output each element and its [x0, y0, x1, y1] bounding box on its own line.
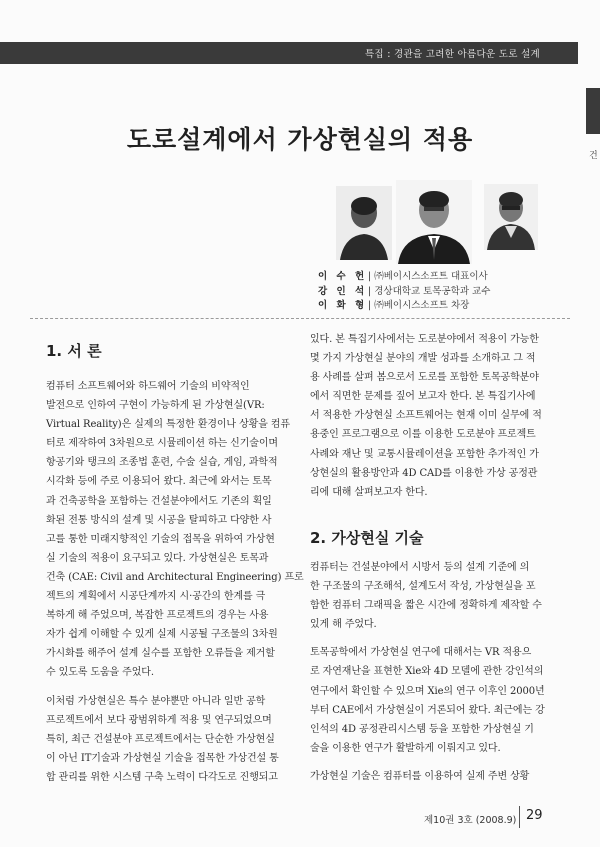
text-line: 시각화 등에 주로 이용되어 왔다. 최근에 와서는 토목	[46, 476, 272, 488]
author-name: 강 인 석	[318, 285, 368, 297]
text-line: 상현실의 활용방안과 4D CAD를 이용한 가상 공정관	[310, 467, 538, 479]
text-line: 함한 컴퓨터 그래픽을 짧은 시간에 정확하게 제작할 수	[310, 600, 542, 612]
text-line: 이처럼 가상현실은 특수 분야뿐만 아니라 일반 공학	[46, 695, 266, 707]
author-name: 이 화 형	[318, 300, 368, 311]
author-photo-1	[336, 186, 392, 260]
author-affiliation: | ㈜베이시스소프트 차장	[368, 300, 470, 311]
text-line: 용중인 프로그램으로 이를 이용한 도로분야 프로젝트	[310, 429, 536, 441]
text-line: 항공기와 탱크의 조종법 훈련, 수술 실습, 게임, 과학적	[46, 457, 278, 469]
header-divider	[30, 318, 570, 319]
author-portrait-icon	[484, 184, 538, 250]
text-line: 토목공학에서 가상현실 연구에 대해서는 VR 적용으	[310, 647, 532, 659]
text-line: 로 자연재난을 표현한 Xie와 4D 모델에 관한 강인석의	[310, 666, 544, 678]
article-title: 도로설계에서 가상현실의 적용	[126, 125, 474, 154]
section-heading-vr-technology: 2. 가상현실 기술	[310, 529, 424, 547]
author-entry	[318, 297, 578, 312]
text-line: 인석의 4D 공정관리시스템 등을 포함한 가상현실 기	[310, 723, 534, 735]
text-line: 발전으로 인하여 구현이 가능하게 된 가상현실(VR:	[46, 400, 265, 412]
footer-separator	[519, 806, 520, 828]
text-line: 가상현실 기술은 컴퓨터를 이용하여 실제 주변 상황	[310, 770, 530, 782]
author-photo-3	[484, 184, 538, 250]
left-column	[46, 377, 304, 796]
text-line: 있게 해 주었다.	[310, 619, 377, 631]
author-name: 이 수 헌	[318, 271, 368, 282]
section-heading-introduction: 1. 서 론	[46, 342, 102, 360]
text-line: 술을 이용한 연구가 활발하게 이뤄지고 있다.	[310, 742, 501, 754]
right-column-top	[310, 330, 564, 511]
text-line: 수 있도록 도움을 주었다.	[46, 667, 154, 679]
text-line: 젝트의 계획에서 시공단계까지 시·공간의 한계를 극	[46, 591, 266, 603]
text-line: 리에 대해 살펴보고자 한다.	[310, 486, 428, 498]
author-photo-2	[396, 180, 472, 264]
paragraph	[310, 643, 564, 758]
author-affiliation: | ㈜베이시스소프트 대표이사	[368, 271, 488, 282]
text-line: 합 관리를 위한 시스템 구축 노력이 다각도로 진행되고	[46, 771, 278, 783]
author-portrait-icon	[336, 186, 392, 260]
text-line: 있다. 본 특집기사에서는 도로분야에서 적용이 가능한	[310, 334, 539, 345]
text-line: 연구에서 확인할 수 있으며 Xie의 연구 이후인 2000년	[310, 685, 545, 697]
text-line: 자가 쉽게 이해할 수 있게 실제 시공될 구조물의 3차원	[46, 629, 278, 641]
paragraph	[310, 767, 564, 786]
text-line: 이 아닌 IT기술과 가상현실 기술을 접목한 가상건설 통	[46, 752, 279, 764]
text-line: 사례와 재난 및 교통시뮬레이션을 포함한 추가적인 가	[310, 448, 539, 460]
author-list	[318, 268, 578, 312]
running-header-title: 특집 : 경관을 고려한 아름다운 도로 설계	[364, 49, 540, 60]
text-line: 실 기술의 적용이 요구되고 있다. 가상현실은 토목과	[46, 552, 269, 564]
paragraph	[46, 377, 304, 683]
text-line: 용 사례를 살펴 봄으로서 도로를 포함한 토목공학분야	[310, 372, 539, 384]
text-line: 서 적용한 가상현실 소프트웨어는 현재 이미 실무에 적	[310, 410, 542, 422]
right-column-bottom	[310, 558, 564, 795]
paragraph	[46, 692, 300, 787]
text-line: 고를 통한 미래지향적인 기술의 접목을 위하여 가상현	[46, 533, 275, 545]
text-line: 에서 직면한 문제를 짚어 보고자 한다. 본 특집기사에	[310, 391, 536, 403]
text-line: 복하게 해 주었으며, 복잡한 프로젝트의 경우는 사용	[46, 610, 269, 622]
text-line: 건축 (CAE: Civil and Architectural Engineering) 프로	[46, 571, 304, 583]
text-line: 가시화를 해주어 설계 실수를 포함한 오류들을 제거할	[46, 648, 275, 660]
text-line: 프로젝트에서 보다 광범위하게 적용 및 연구되었으며	[46, 714, 272, 726]
text-line: 한 구조물의 구조해석, 설계도서 작성, 가상현실을 포	[310, 581, 536, 593]
text-line: 컴퓨터는 건설분야에서 시방서 등의 설계 기준에 의	[310, 562, 530, 573]
author-portrait-icon	[396, 180, 472, 264]
text-line: 부터 CAE에서 가상현실이 거론되어 왔다. 최근에는 강	[310, 704, 545, 716]
side-tab-glyph: 건	[589, 151, 598, 161]
paragraph	[310, 558, 564, 634]
author-entry	[318, 268, 578, 283]
footer-issue: 제10권 3호 (2008.9)	[424, 815, 517, 826]
text-line: Virtual Reality)은 실제의 특정한 환경이나 상황을 컴퓨	[46, 419, 290, 431]
author-affiliation: | 경상대학교 토목공학과 교수	[368, 285, 491, 297]
text-line: 화된 전통 방식의 설계 및 시공을 탈피하고 다양한 사	[46, 514, 272, 526]
text-line: 터로 제작하여 3차원으로 시뮬레이션 하는 신기술이며	[46, 438, 278, 450]
paragraph	[310, 330, 564, 502]
author-entry	[318, 283, 578, 298]
text-line: 컴퓨터 소프트웨어와 하드웨어 기술의 비약적인	[46, 381, 250, 392]
text-line: 과 건축공학을 포함하는 건설분야에서도 기존의 획일	[46, 495, 272, 507]
text-line: 몇 가지 가상현실 분야의 개발 성과를 소개하고 그 적	[310, 353, 536, 365]
text-line: 특히, 최근 건설분야 프로젝트에서는 단순한 가상현실	[46, 733, 275, 745]
page-number: 29	[526, 808, 543, 823]
